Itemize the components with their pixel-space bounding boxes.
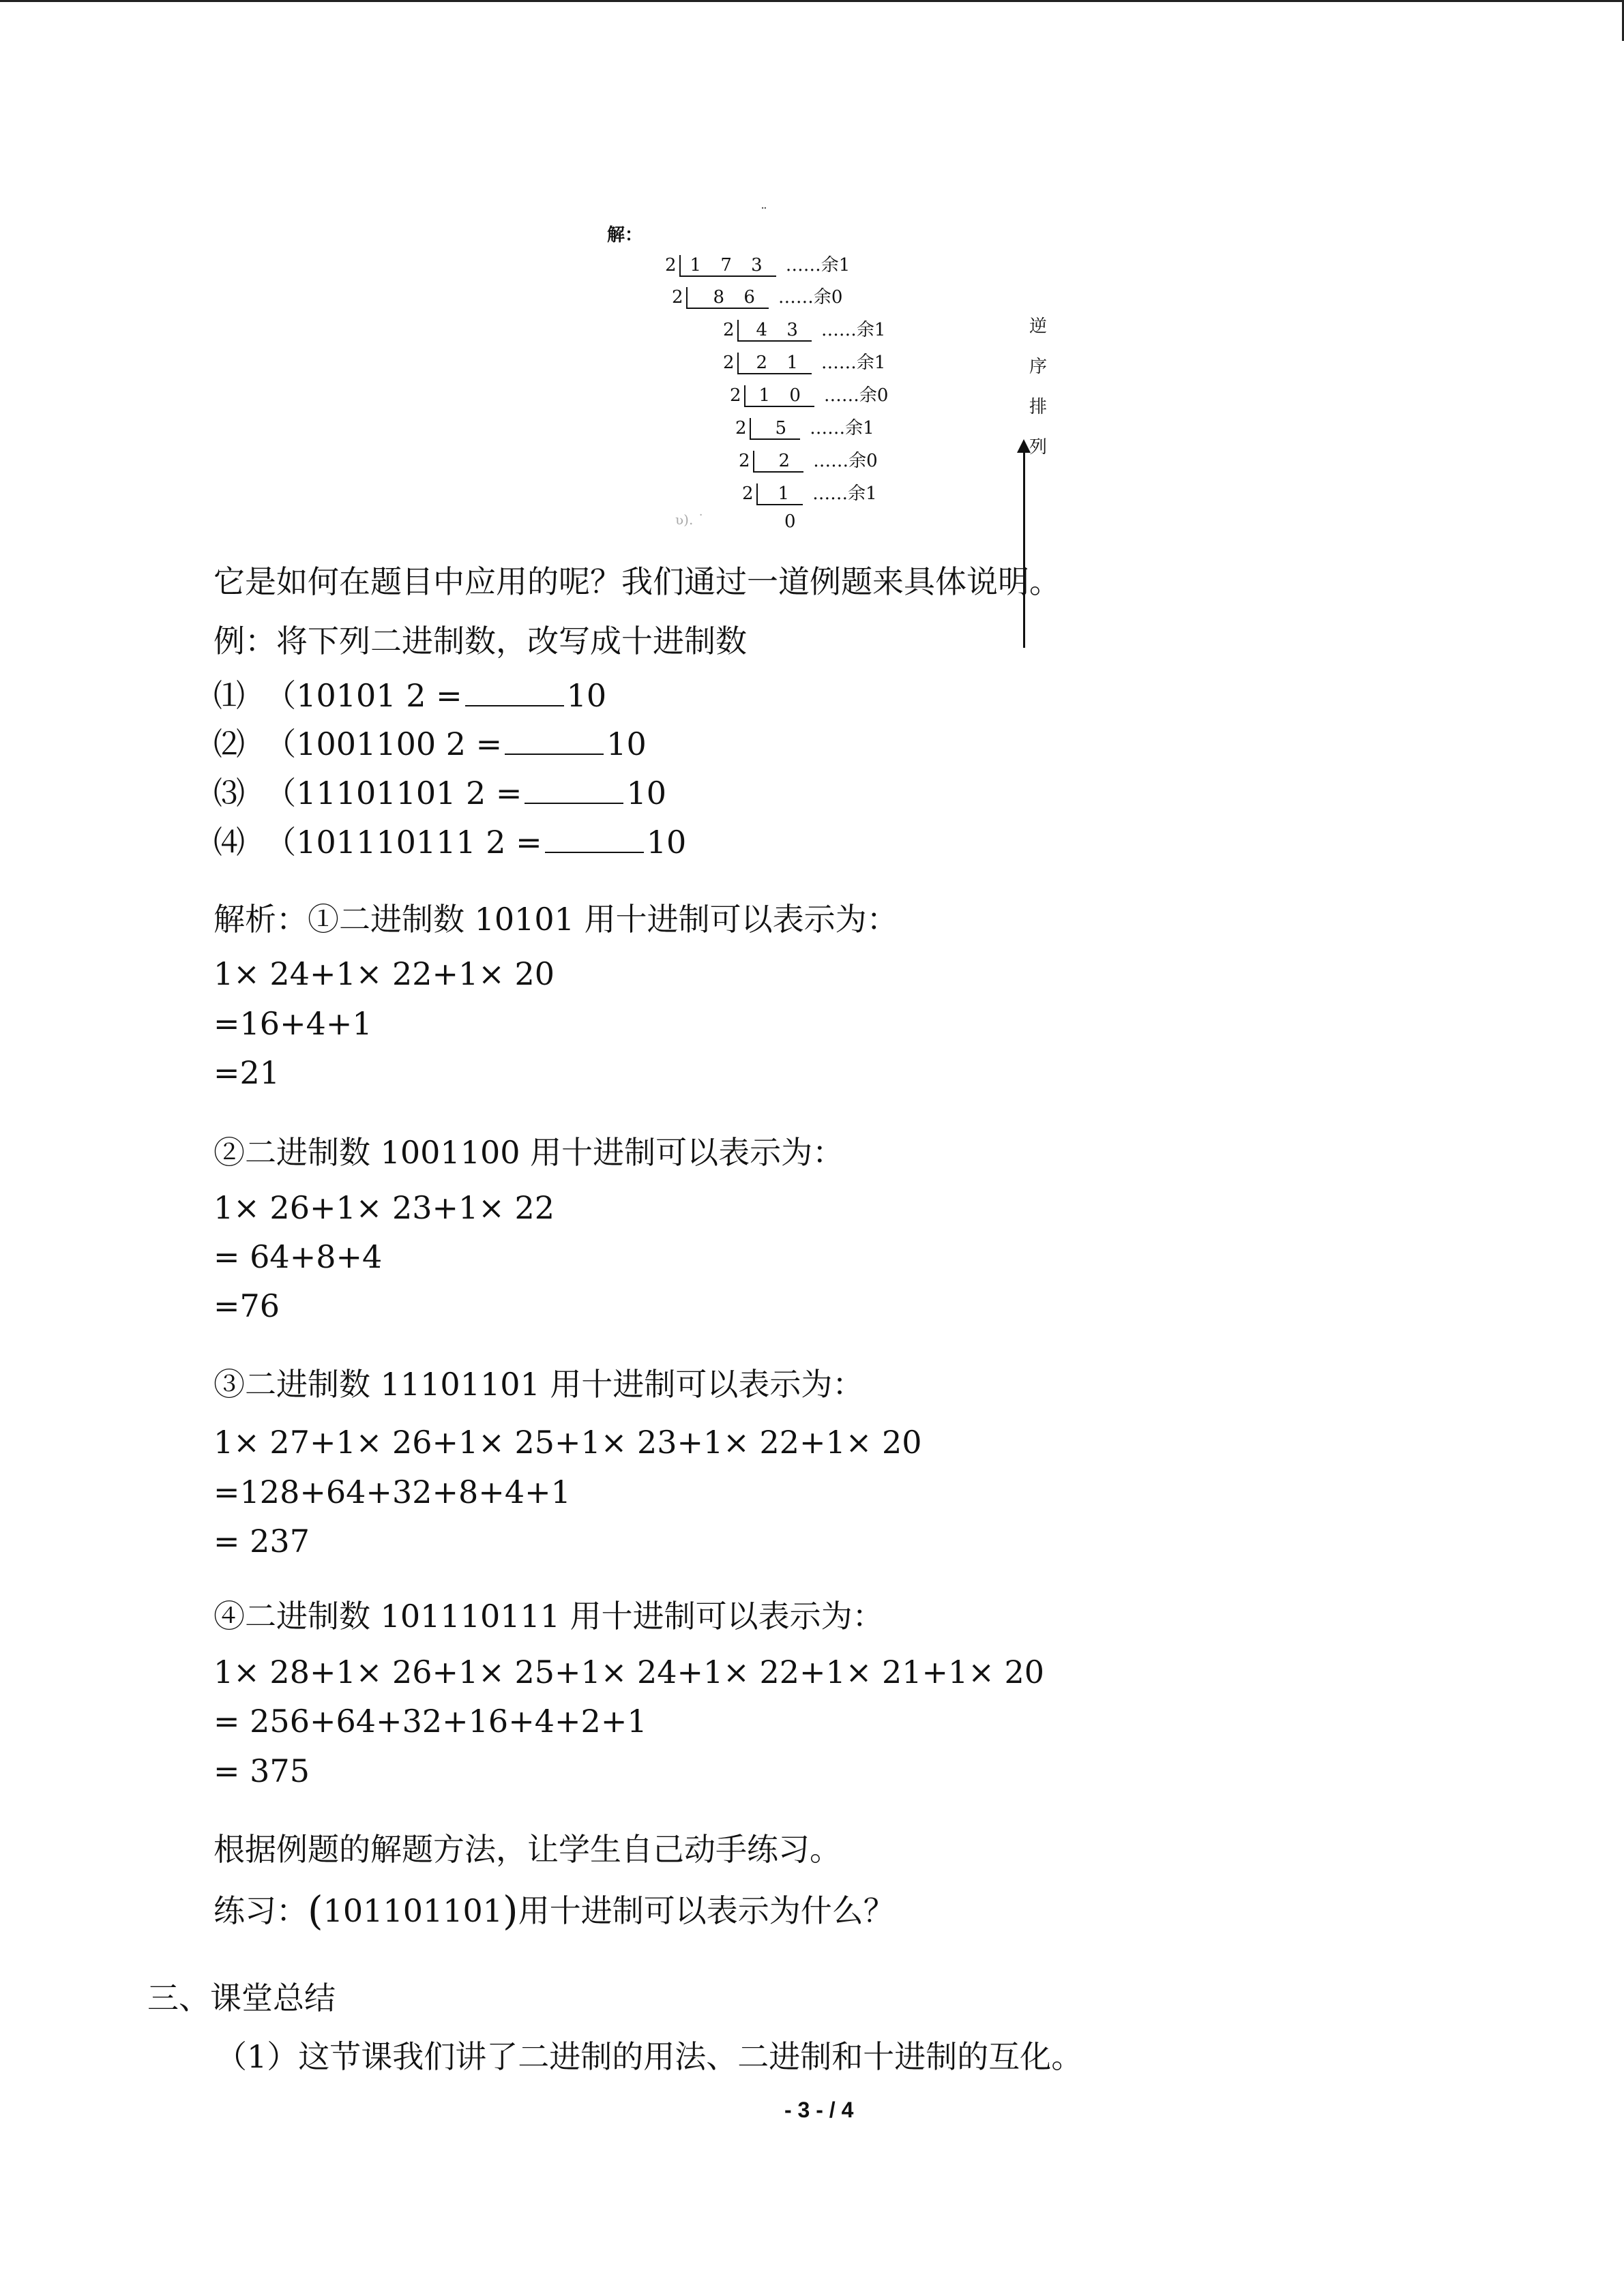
division-row <box>665 251 850 278</box>
remainder: ……余1 <box>821 353 886 373</box>
problem-base: 10 <box>646 824 687 861</box>
quotient: 8 6 <box>686 287 769 309</box>
solution-3-head: ③二进制数 11101101 用十进制可以表示为： <box>213 1366 864 1403</box>
answer-blank <box>465 678 564 706</box>
problem-4 <box>213 822 686 863</box>
remainder: ……余1 <box>810 418 874 438</box>
answer-blank <box>525 775 623 804</box>
division-row <box>739 447 878 474</box>
page-number: - 3 - / 4 <box>784 2098 854 2122</box>
division-figure <box>600 191 928 546</box>
arrow-label-char: 逆 <box>1029 316 1047 337</box>
solution-line: = 256+64+32+16+4+2+1 <box>213 1703 647 1740</box>
solution-line: =128+64+32+8+4+1 <box>213 1474 571 1510</box>
divisor: 2 <box>730 385 741 406</box>
remainder: ……余0 <box>823 385 889 406</box>
problem-1 <box>213 675 606 716</box>
summary-item-1: （1）这节课我们讲了二进制的用法、二进制和十进制的互化。 <box>216 2038 1083 2075</box>
remainder: ……余0 <box>813 451 878 471</box>
problem-number: ⑵ <box>213 726 245 762</box>
problem-number: ⑷ <box>213 824 245 861</box>
solution-line: 1× 28+1× 26+1× 25+1× 24+1× 22+1× 21+1× 20 <box>213 1654 1045 1690</box>
figure-mark: ¨ <box>761 205 767 221</box>
division-row <box>742 479 877 507</box>
quotient: 4 3 <box>737 320 812 342</box>
problem-number: ⑴ <box>213 677 245 714</box>
remainder: ……余1 <box>785 255 851 275</box>
solution-line: =21 <box>213 1054 280 1091</box>
solution-line: 1× 26+1× 23+1× 22 <box>213 1189 555 1226</box>
quotient: 2 1 <box>737 353 812 374</box>
answer-blank <box>505 726 604 755</box>
solution-1-head: 解析：①二进制数 10101 用十进制可以表示为： <box>213 901 898 938</box>
problem-base: 10 <box>566 677 607 714</box>
remainder: ……余0 <box>778 287 843 308</box>
divisor: 2 <box>735 418 747 438</box>
solution-line: =16+4+1 <box>213 1005 372 1042</box>
divisor: 2 <box>665 255 677 275</box>
division-row <box>730 381 888 408</box>
practice-question: 练习：(101101101)用十进制可以表示为什么？ <box>213 1888 895 1934</box>
practice-suffix: 用十进制可以表示为什么？ <box>518 1892 895 1929</box>
remainder: ……余1 <box>821 320 886 340</box>
arrow-label-char: 排 <box>1029 397 1047 417</box>
scan-artifact: ʋ). ˙ <box>675 511 705 528</box>
divisor: 2 <box>739 451 750 471</box>
problem-value: （10101 2 = <box>265 677 462 714</box>
solution-2-head: ②二进制数 1001100 用十进制可以表示为： <box>213 1134 844 1171</box>
quotient: 5 <box>750 418 801 440</box>
solution-line: 1× 24+1× 22+1× 20 <box>213 955 555 992</box>
divisor: 2 <box>723 353 735 373</box>
solution-line: 1× 27+1× 26+1× 25+1× 23+1× 22+1× 20 <box>213 1424 922 1461</box>
solution-line: = 237 <box>213 1523 310 1560</box>
solution-line: = 375 <box>213 1753 310 1789</box>
section-heading: 三、课堂总结 <box>147 1980 336 2016</box>
divisor: 2 <box>742 483 754 504</box>
problem-number: ⑶ <box>213 775 245 811</box>
division-row <box>735 414 874 441</box>
arrow-label-char: 序 <box>1029 357 1047 377</box>
problem-value: （101110111 2 = <box>265 824 542 861</box>
figure-title: 解： <box>607 225 643 245</box>
division-row <box>723 316 885 343</box>
divisor: 2 <box>672 287 683 308</box>
solution-line: =76 <box>213 1287 280 1324</box>
intro-text: 它是如何在题目中应用的呢？我们通过一道例题来具体说明。 <box>213 563 1061 600</box>
quotient: 1 <box>756 483 803 505</box>
division-row <box>723 348 885 376</box>
solution-4-head: ④二进制数 101110111 用十进制可以表示为： <box>213 1598 884 1635</box>
quotient: 1 7 3 <box>679 255 776 277</box>
arrow-label <box>1024 307 1052 468</box>
arrow-shaft <box>1023 450 1025 648</box>
answer-blank <box>545 824 644 853</box>
final-quotient: 0 <box>784 511 796 532</box>
remainder: ……余1 <box>812 483 877 504</box>
problem-value: （1001100 2 = <box>265 726 503 762</box>
practice-intro: 根据例题的解题方法，让学生自己动手练习。 <box>213 1831 841 1868</box>
problem-value: （11101101 2 = <box>265 775 522 811</box>
page-top-border <box>0 0 1624 2</box>
problem-base: 10 <box>606 726 647 762</box>
divisor: 2 <box>723 320 735 340</box>
division-row <box>672 283 842 310</box>
solution-line: = 64+8+4 <box>213 1238 383 1275</box>
problem-2 <box>213 724 647 764</box>
quotient: 1 0 <box>744 385 814 407</box>
quotient: 2 <box>753 451 804 473</box>
arrow-label-char: 列 <box>1029 437 1047 458</box>
example-title: 例：将下列二进制数，改写成十进制数 <box>213 623 747 659</box>
problem-3 <box>213 773 666 814</box>
problem-base: 10 <box>626 775 666 811</box>
practice-prefix: 练习： <box>213 1892 308 1929</box>
practice-number: 101101101 <box>323 1892 503 1929</box>
